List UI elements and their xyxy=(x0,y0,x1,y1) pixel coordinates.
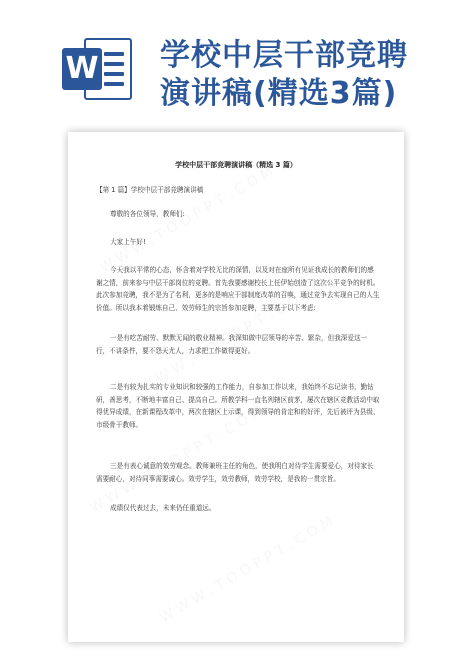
word-document-icon xyxy=(62,38,134,100)
section-label: 【第 1 篇】学校中层干部竞聘演讲稿 xyxy=(96,186,204,194)
page-title-line-2: 演讲稿(精选3篇) xyxy=(160,76,398,111)
paragraph-2: 一是有吃苦耐劳、默默无闻的敬业精神。我深知做中层领导的辛苦、繁杂，但我深爱这一行，不讲条件，要不怨天尤人，力求把工作做得更好。 xyxy=(96,334,368,355)
header xyxy=(0,0,474,120)
document-page xyxy=(68,132,404,642)
paragraph-1: 今天我以平常的心态，怀含着对学校无比的深情，以及对在座所有见证我成长的教师们的感谢之情，前来参与中层干部岗位的竞聘。首先我要感谢校长上任伊始创造了这次公平竞争的时机。此次参加竞聘，我不是为了名利，更多的是响应干部制度改革的召唤，通过竞争去实现自己的人生价值。所以我本着锻炼自己、效劳师生的宗旨参加竞聘，主要基于以下考虑: xyxy=(96,266,380,312)
paragraph-4: 三是有表心诚意的效劳观念。教师兼班主任的角色，使我明白对待学生需要爱心，对待家长需要耐心，对待同事需要诚心。效劳学生，效劳教师，效劳学校，是我的一贯宗旨。 xyxy=(96,462,374,483)
greeting: 尊敬的各位领导，教师们: xyxy=(110,210,185,218)
paragraph-5: 成绩仅代表过去，未来仍任重道远。 xyxy=(110,504,216,512)
word-badge: W xyxy=(62,48,102,90)
page-title-line-1: 学校中层干部竞聘 xyxy=(160,38,408,73)
paragraph-3: 二是有较为扎实的专业知识和较强的工作能力，自参加工作以来，我始终不忘记读书，勤钻研，善思考，不断地丰富自己、提高自己。所教学科一直名列辖区前茅，屡次在辖区竞教活动中取得优异成绩，在新课程改革中，两次在辖区上示课，得到领导的肯定和的好评，先后被评为县级、市级骨干教师。 xyxy=(96,383,380,429)
document-title: 学校中层干部竞聘演讲稿（精选 3 篇） xyxy=(175,161,297,169)
hello-line: 大家上午好! xyxy=(110,238,146,246)
